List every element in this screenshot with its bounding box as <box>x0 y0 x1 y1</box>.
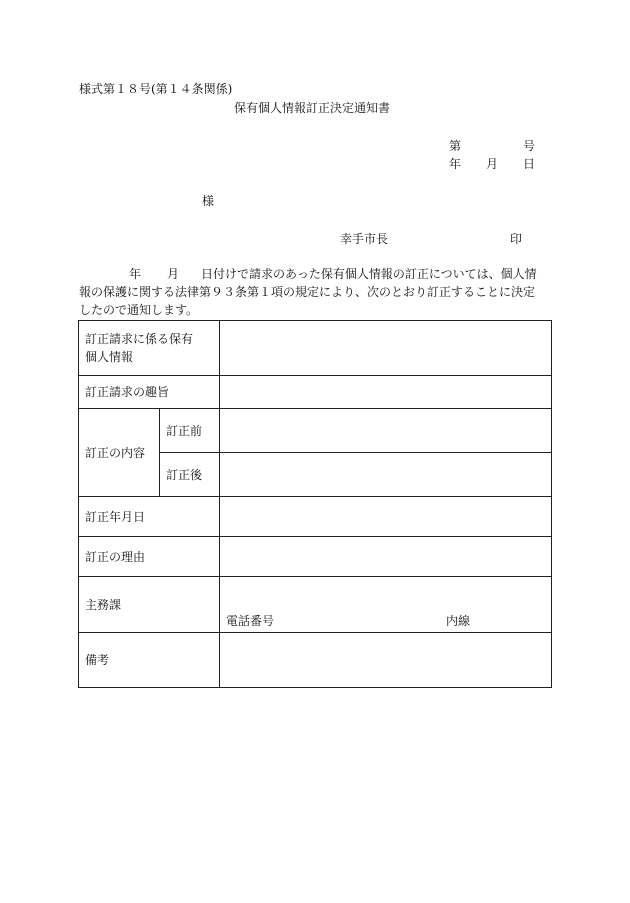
extension-label: 内線 <box>446 614 471 628</box>
purpose-label: 訂正請求の趣旨 <box>79 376 220 409</box>
body-date-month: 月 <box>167 267 180 281</box>
before-value[interactable] <box>220 409 552 453</box>
date-value[interactable] <box>220 497 552 537</box>
doc-number-prefix: 第 <box>449 139 462 153</box>
content-label: 訂正の内容 <box>79 409 160 497</box>
purpose-value[interactable] <box>220 376 552 409</box>
body-line-1 <box>79 265 554 283</box>
after-label: 訂正後 <box>160 453 220 497</box>
phone-label: 電話番号 <box>226 614 275 628</box>
doc-number-suffix: 号 <box>523 139 536 153</box>
department-value[interactable] <box>220 577 552 633</box>
row-notes <box>79 633 552 688</box>
after-value[interactable] <box>220 453 552 497</box>
correction-table <box>78 320 552 688</box>
sender-name: 幸手市長 <box>340 232 389 246</box>
row-reason <box>79 537 552 577</box>
form-number: 様式第１８号(第１４条関係) <box>79 82 233 96</box>
notes-value[interactable] <box>220 633 552 688</box>
notice-body <box>79 265 554 319</box>
reason-value[interactable] <box>220 537 552 577</box>
date-year: 年 <box>449 157 462 171</box>
body-line-1-text: 日付けで請求のあった保有個人情報の訂正については、個人情 <box>201 267 537 281</box>
date-month: 月 <box>486 157 499 171</box>
row-before <box>79 409 552 453</box>
reason-label: 訂正の理由 <box>79 537 220 577</box>
body-line-3: したので通知します。 <box>79 303 199 317</box>
document-title: 保有個人情報訂正決定通知書 <box>234 101 391 115</box>
department-label: 主務課 <box>79 577 220 633</box>
date-label: 訂正年月日 <box>79 497 220 537</box>
row-subject <box>79 321 552 376</box>
subject-value[interactable] <box>220 321 552 376</box>
subject-label: 訂正請求に係る保有個人情報 <box>79 321 220 376</box>
row-department <box>79 577 552 633</box>
body-line-2: 報の保護に関する法律第９３条第１項の規定により、次のとおり訂正することに決定 <box>79 285 536 299</box>
body-date-year: 年 <box>129 267 142 281</box>
before-label: 訂正前 <box>160 409 220 453</box>
row-purpose <box>79 376 552 409</box>
seal-mark: 印 <box>510 232 523 246</box>
row-date <box>79 497 552 537</box>
notes-label: 備考 <box>79 633 220 688</box>
recipient-honorific: 様 <box>202 194 215 208</box>
date-day: 日 <box>523 157 536 171</box>
